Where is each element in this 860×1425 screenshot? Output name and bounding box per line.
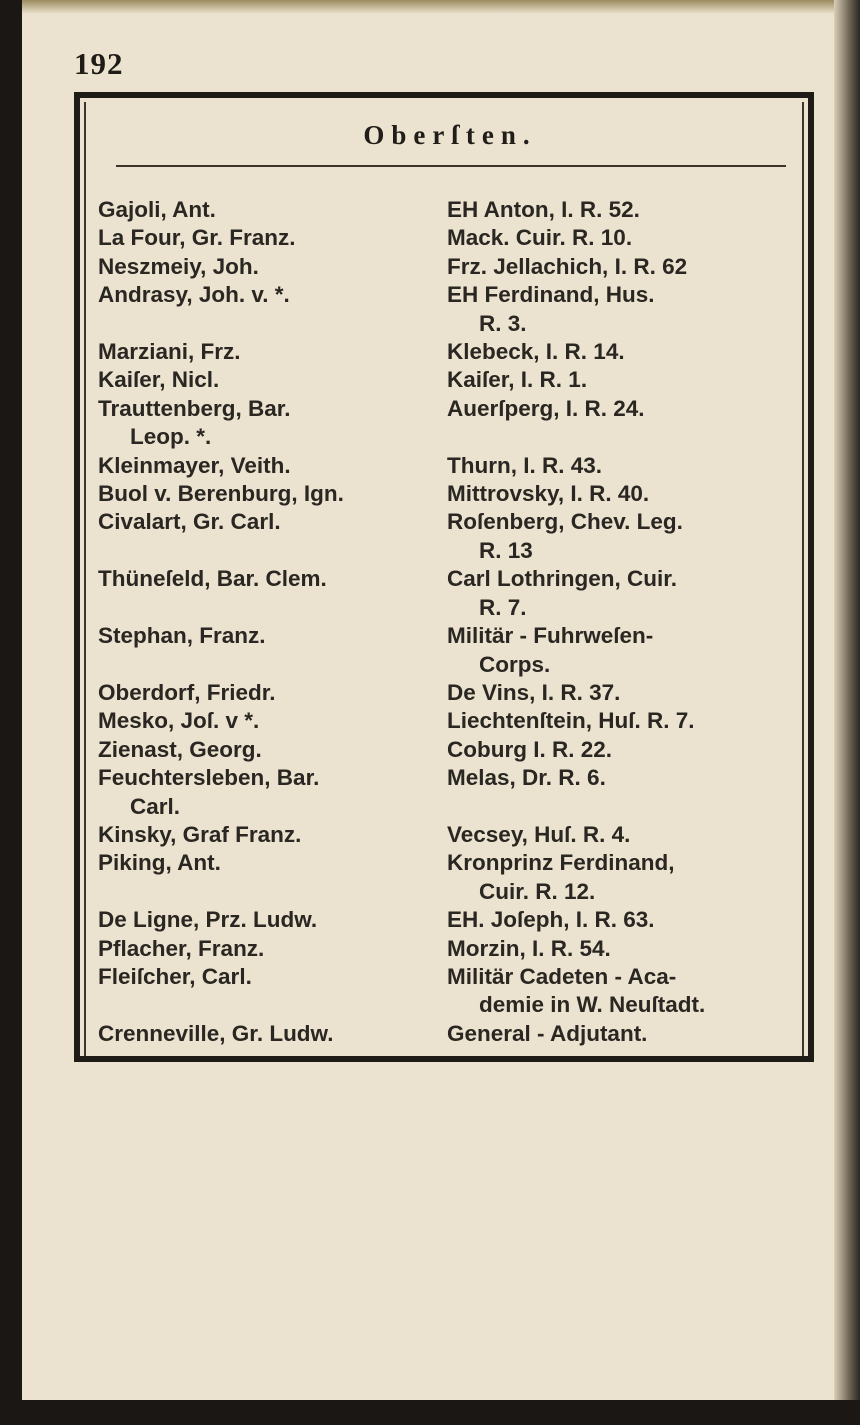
officer-name-line: Trauttenberg, Bar. — [98, 395, 291, 421]
regiment-line: Klebeck, I. R. 14. — [447, 339, 625, 365]
regiment-line: Carl Lothringen, Cuir. — [447, 566, 678, 592]
officer-entry — [98, 935, 798, 963]
officer-name-line: Kaiſer, Nicl. — [98, 367, 220, 393]
officer-entry — [98, 480, 798, 508]
officer-name — [98, 736, 447, 764]
officer-name-line: Kleinmayer, Veith. — [98, 452, 291, 478]
regiment-line: Morzin, I. R. 54. — [447, 935, 611, 961]
regiment-assignment — [447, 906, 798, 934]
officer-name-line: Gajoli, Ant. — [98, 197, 216, 222]
officer-entry — [98, 849, 798, 906]
regiment-continuation: demie in W. Neuſtadt. — [479, 992, 706, 1018]
officer-name — [98, 565, 447, 622]
regiment-assignment — [447, 736, 798, 764]
officer-name-line: Pflacher, Franz. — [98, 935, 265, 961]
officer-entry — [98, 707, 798, 735]
officer-entry — [98, 253, 798, 281]
officer-name-line: Marziani, Frz. — [98, 339, 241, 365]
regiment-line: Vecsey, Huſ. R. 4. — [447, 821, 631, 847]
officer-entry — [98, 366, 798, 394]
regiment-line: Militär Cadeten - Aca- — [447, 963, 677, 989]
officer-name — [98, 366, 447, 394]
table-heading: Oberſten. — [363, 120, 537, 150]
regiment-assignment — [447, 480, 798, 508]
officer-name — [98, 963, 447, 1020]
regiment-line: EH Ferdinand, Hus. — [447, 282, 655, 308]
officer-entry — [98, 452, 798, 480]
regiment-line: Frz. Jellachich, I. R. 62 — [447, 253, 688, 279]
officer-name — [98, 764, 447, 821]
officer-name — [98, 480, 447, 508]
heading-rule — [116, 165, 786, 167]
regiment-line: Roſenberg, Chev. Leg. — [447, 509, 683, 535]
officer-name-line: Kinsky, Graf Franz. — [98, 821, 302, 847]
officer-entry — [98, 224, 798, 252]
regiment-assignment — [447, 281, 798, 338]
regiment-assignment — [447, 821, 798, 849]
officer-name — [98, 224, 447, 252]
officer-entry — [98, 821, 798, 849]
officer-name-line: Crenneville, Gr. Ludw. — [98, 1020, 334, 1046]
regiment-assignment — [447, 963, 798, 1020]
officer-name-line: Piking, Ant. — [98, 850, 221, 876]
regiment-line: Thurn, I. R. 43. — [447, 452, 603, 478]
book-spine — [834, 0, 860, 1400]
regiment-assignment — [447, 253, 798, 281]
officer-name — [98, 508, 447, 565]
officer-name — [98, 707, 447, 735]
regiment-continuation: R. 13 — [479, 537, 533, 563]
officer-entry — [98, 622, 798, 679]
officer-entry — [98, 906, 798, 934]
regiment-assignment — [447, 849, 798, 906]
officer-entry — [98, 281, 798, 338]
officer-entry — [98, 764, 798, 821]
page-edge-shadow — [22, 0, 842, 14]
regiment-assignment — [447, 679, 798, 707]
officer-entry — [98, 565, 798, 622]
officer-name-line: Andrasy, Joh. v. *. — [98, 282, 290, 308]
regiment-assignment — [447, 452, 798, 480]
regiment-assignment — [447, 395, 798, 452]
regiment-assignment — [447, 1020, 798, 1048]
regiment-assignment — [447, 338, 798, 366]
officer-name-line: Neszmeiy, Joh. — [98, 253, 259, 279]
regiment-line: Auerſperg, I. R. 24. — [447, 395, 645, 421]
regiment-continuation: Cuir. R. 12. — [479, 878, 596, 904]
officer-name — [98, 452, 447, 480]
regiment-continuation: Corps. — [479, 651, 551, 677]
regiment-line: Kaiſer, I. R. 1. — [447, 367, 588, 393]
regiment-line: Melas, Dr. R. 6. — [447, 765, 606, 791]
officer-name — [98, 196, 447, 224]
officer-entry — [98, 1020, 798, 1048]
officer-name-line: Fleiſcher, Carl. — [98, 963, 252, 989]
officer-name-continuation: Carl. — [130, 793, 181, 819]
officer-name — [98, 281, 447, 338]
officer-name — [98, 1020, 447, 1048]
regiment-continuation: R. 3. — [479, 310, 527, 336]
regiment-assignment — [447, 224, 798, 252]
regiment-line: Coburg I. R. 22. — [447, 736, 613, 762]
regiment-line: General - Adjutant. — [447, 1020, 648, 1046]
officer-list — [98, 196, 798, 1048]
officer-name — [98, 253, 447, 281]
regiment-line: Mack. Cuir. R. 10. — [447, 225, 633, 251]
regiment-assignment — [447, 935, 798, 963]
regiment-line: Kronprinz Ferdinand, — [447, 850, 675, 876]
officer-name-line: Buol v. Berenburg, Ign. — [98, 481, 344, 507]
regiment-line: EH. Joſeph, I. R. 63. — [447, 907, 655, 933]
officer-name-line: Civalart, Gr. Carl. — [98, 509, 281, 535]
officer-name — [98, 622, 447, 679]
regiment-line: De Vins, I. R. 37. — [447, 679, 621, 705]
regiment-line: EH Anton, I. R. 52. — [447, 197, 640, 222]
regiment-continuation: R. 7. — [479, 594, 527, 620]
regiment-assignment — [447, 622, 798, 679]
officer-entry — [98, 679, 798, 707]
officer-entry — [98, 736, 798, 764]
officer-name — [98, 679, 447, 707]
officer-name-line: Feuchtersleben, Bar. — [98, 765, 320, 791]
officer-name-line: De Ligne, Prz. Ludw. — [98, 907, 318, 933]
officer-name-line: La Four, Gr. Franz. — [98, 225, 296, 251]
officer-name — [98, 849, 447, 906]
officer-name — [98, 906, 447, 934]
officer-name-line: Stephan, Franz. — [98, 623, 266, 649]
regiment-assignment — [447, 707, 798, 735]
officer-entry — [98, 963, 798, 1020]
officer-name — [98, 338, 447, 366]
officer-entry — [98, 196, 798, 224]
regiment-assignment — [447, 508, 798, 565]
page-number: 192 — [74, 46, 124, 81]
regiment-line: Mittrovsky, I. R. 40. — [447, 481, 650, 507]
officer-entry — [98, 508, 798, 565]
officer-name-continuation: Leop. *. — [130, 424, 212, 450]
officer-name — [98, 395, 447, 452]
regiment-assignment — [447, 764, 798, 821]
officer-name-line: Oberdorf, Friedr. — [98, 679, 276, 705]
officer-name-line: Zienast, Georg. — [98, 736, 262, 762]
regiment-assignment — [447, 196, 798, 224]
officer-entry — [98, 395, 798, 452]
officer-name-line: Thüneſeld, Bar. Clem. — [98, 566, 327, 592]
regiment-assignment — [447, 565, 798, 622]
officer-name — [98, 821, 447, 849]
officer-entry — [98, 338, 798, 366]
regiment-line: Liechtenſtein, Huſ. R. 7. — [447, 708, 695, 734]
officer-name — [98, 935, 447, 963]
regiment-line: Militär - Fuhrweſen- — [447, 623, 654, 649]
officer-name-line: Mesko, Joſ. v *. — [98, 708, 260, 734]
regiment-assignment — [447, 366, 798, 394]
